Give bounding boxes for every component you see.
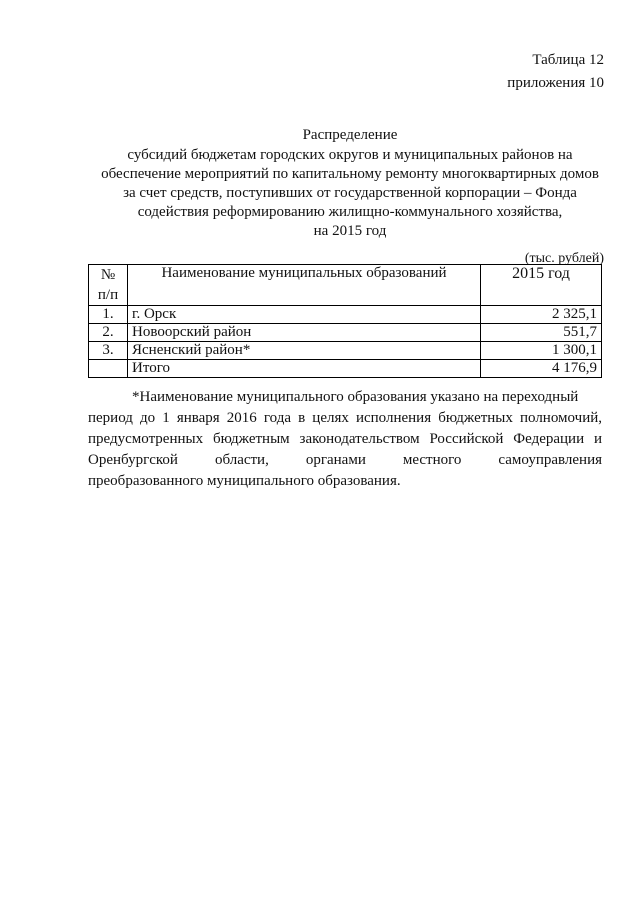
appendix-label: приложения 10 bbox=[507, 75, 604, 91]
title-line-2: субсидий бюджетам городских округов и муниципальных районов на bbox=[127, 147, 573, 163]
table-number-label: Таблица 12 bbox=[532, 52, 604, 68]
title-line-6: на 2015 год bbox=[313, 223, 387, 239]
total-label: Итого bbox=[128, 360, 481, 378]
header-num-symbol: № bbox=[100, 267, 116, 283]
row-name: г. Орск bbox=[128, 306, 481, 324]
header-name-cell: Наименование муниципальных образований bbox=[128, 265, 481, 306]
title-line-3: обеспечение мероприятий по капитальному ремонту многоквартирных домов bbox=[101, 166, 599, 182]
header-num-abbr: п/п bbox=[97, 287, 119, 303]
footnote-line-5: преобразованного муниципального образования. bbox=[88, 473, 401, 489]
table-row bbox=[89, 324, 602, 342]
row-name: Новоорский район bbox=[128, 324, 481, 342]
row-name: Ясненский район* bbox=[128, 342, 481, 360]
footnote-line-4: Оренбургской области, органами местного самоуправления bbox=[88, 452, 602, 468]
table-row bbox=[89, 306, 602, 324]
title-line-5: содействия реформированию жилищно-коммунального хозяйства, bbox=[137, 204, 563, 220]
row-num: 2. bbox=[89, 324, 128, 342]
row-num: 3. bbox=[89, 342, 128, 360]
subsidy-table bbox=[88, 264, 602, 378]
header-year-cell: 2015 год bbox=[481, 265, 602, 306]
table-total-row bbox=[89, 360, 602, 378]
table-row bbox=[89, 342, 602, 360]
table-header-row bbox=[89, 265, 602, 306]
total-value: 4 176,9 bbox=[481, 360, 602, 378]
footnote-line-2: период до 1 января 2016 года в целях исполнения бюджетных полномочий, bbox=[88, 410, 602, 426]
row-value: 1 300,1 bbox=[481, 342, 602, 360]
footnote-line-3: предусмотренных бюджетным законодательством Российской Федерации и bbox=[88, 431, 602, 447]
footnote-line-1: *Наименование муниципального образования указано на переходный bbox=[132, 389, 579, 405]
header-num-cell bbox=[89, 265, 128, 306]
row-value: 551,7 bbox=[481, 324, 602, 342]
title-line-4: за счет средств, поступивших от государственной корпорации – Фонда bbox=[123, 185, 577, 201]
total-num bbox=[89, 360, 128, 378]
units-label: (тыс. рублей) bbox=[524, 251, 604, 266]
title-line-1: Распределение bbox=[302, 127, 398, 143]
row-num: 1. bbox=[89, 306, 128, 324]
row-value: 2 325,1 bbox=[481, 306, 602, 324]
